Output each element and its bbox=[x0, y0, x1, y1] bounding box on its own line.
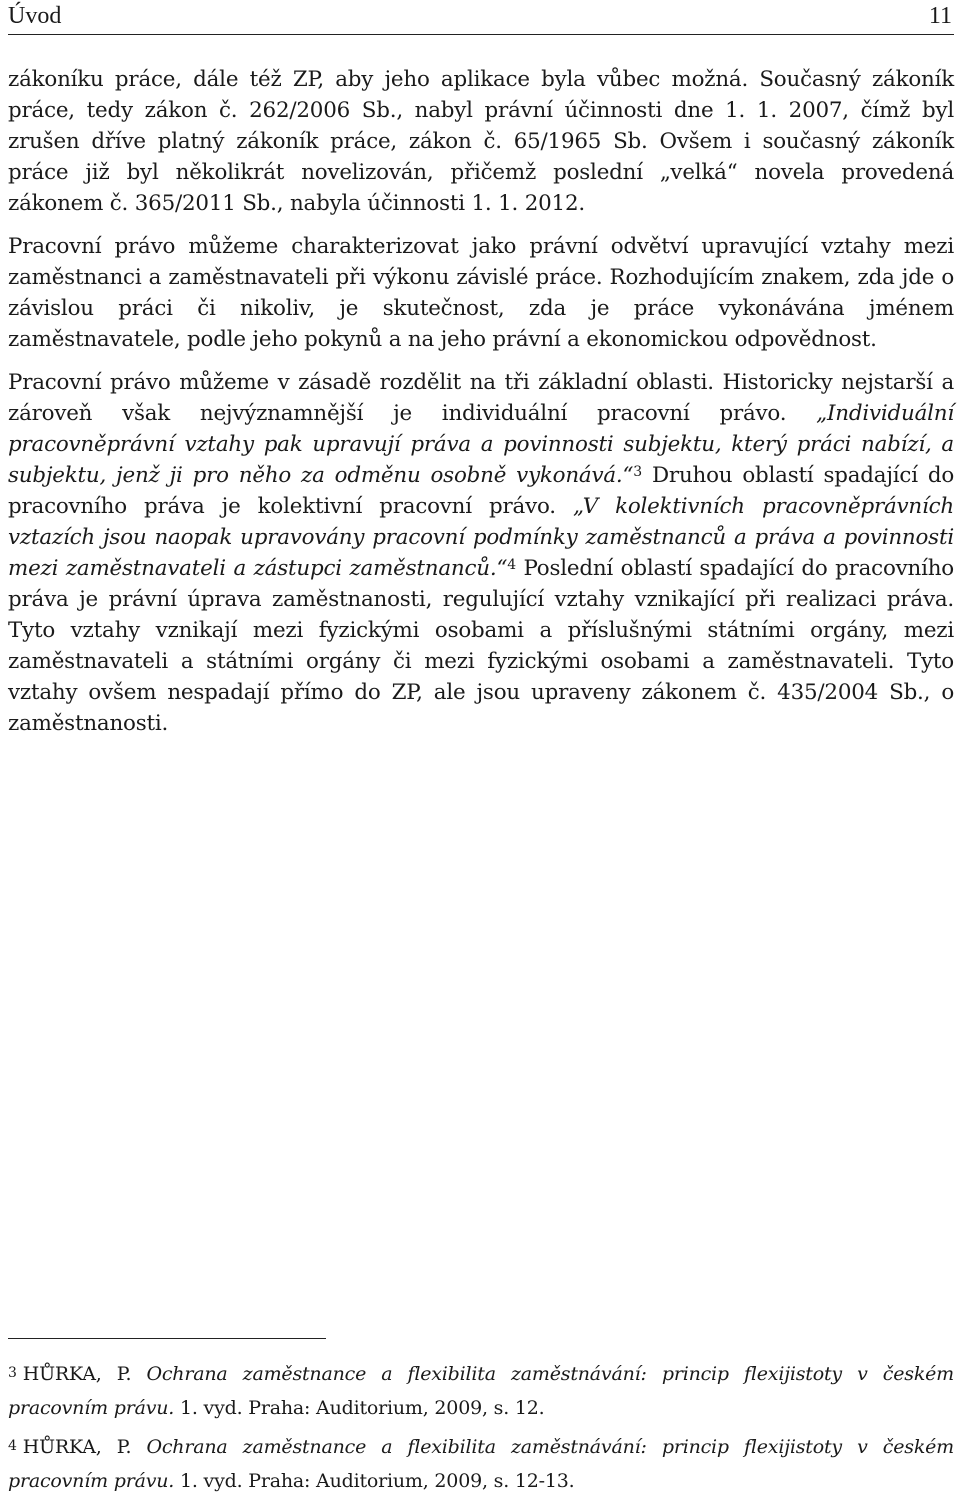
footnote-title: Ochrana zaměstnance a flexibilita zaměstnávání: princip flexijistoty v českém pracovním právu. bbox=[8, 1436, 954, 1492]
paragraph-1: zákoníku práce, dále též ZP, aby jeho aplikace byla vůbec možná. Současný zákoník práce, tedy zákon č. 262/2006 Sb., nabyl právní účinnosti dne 1. 1. 2007, čímž byl zrušen dříve platný zákoník práce, zákon č. 65/1965 Sb. Ovšem i současný zákoník práce již byl několikrát novelizován, přičemž poslední „velká“ novela provedená zákonem č. 365/2011 Sb., nabyla účinnosti 1. 1. 2012. bbox=[8, 67, 954, 216]
footnote-ref-4[interactable]: 4 bbox=[507, 557, 516, 573]
page-number: 11 bbox=[928, 3, 952, 29]
footnote-separator bbox=[8, 1338, 326, 1339]
paragraph-3 bbox=[8, 367, 954, 739]
footnote-publication: 1. vyd. Praha: Auditorium, 2009, s. 12-13. bbox=[174, 1470, 575, 1492]
footnote-author: HŮRKA, P. bbox=[22, 1363, 147, 1385]
footnote-number: 4 bbox=[8, 1438, 17, 1454]
footnote-3 bbox=[8, 1356, 954, 1425]
footnote-publication: 1. vyd. Praha: Auditorium, 2009, s. 12. bbox=[174, 1397, 545, 1419]
chapter-title: Úvod bbox=[8, 3, 62, 29]
paragraph-3-text-1: Pracovní právo můžeme v zásadě rozdělit na tři základní oblasti. Historicky nejstarší a zároveň však nejvýznamnější je individuální pracovní právo. bbox=[8, 370, 954, 426]
quote-collective-law: „V kolektivních pracovněprávních vztazích jsou naopak upravovány pracovní podmínky zaměstnanců a práva a povinnosti mezi zaměstnavateli a zástupci zaměstnanců.“ bbox=[8, 494, 954, 581]
footnote-4 bbox=[8, 1429, 954, 1498]
footnote-number: 3 bbox=[8, 1365, 17, 1381]
footnote-ref-3[interactable]: 3 bbox=[633, 464, 642, 480]
body-text bbox=[8, 64, 954, 751]
paragraph-3-text-2: Druhou oblastí spadající do pracovního práva je kolektivní pracovní právo. bbox=[8, 463, 954, 519]
page-header bbox=[8, 0, 954, 35]
paragraph-3-text-3: Poslední oblastí spadající do pracovního práva je právní úprava zaměstnanosti, regulující vztahy vznikající při realizaci práva. Tyto vztahy vznikají mezi fyzickými osobami a příslušnými státními orgány, mezi zaměstnavateli a státními orgány či mezi fyzickými osobami a zaměstnavateli. Tyto vztahy ovšem nespadají přímo do ZP, ale jsou upraveny zákonem č. 435/2004 Sb., o zaměstnanosti. bbox=[8, 556, 954, 736]
footnote-title: Ochrana zaměstnance a flexibilita zaměstnávání: princip flexijistoty v českém pracovním právu. bbox=[8, 1363, 954, 1419]
quote-individual-law: „Individuální pracovněprávní vztahy pak upravují práva a povinnosti subjektu, který práci nabízí, a subjektu, jenž ji pro něho za odměnu osobně vykonává.“ bbox=[8, 401, 954, 488]
footnote-author: HŮRKA, P. bbox=[22, 1436, 147, 1458]
paragraph-2: Pracovní právo můžeme charakterizovat jako právní odvětví upravující vztahy mezi zaměstnanci a zaměstnavateli při výkonu závislé práce. Rozhodujícím znakem, zda jde o závislou práci či nikoliv, je skutečnost, zda je práce vykonávána jménem zaměstnavatele, podle jeho pokynů a na jeho právní a ekonomickou odpovědnost. bbox=[8, 234, 954, 352]
footnotes bbox=[8, 1356, 954, 1502]
